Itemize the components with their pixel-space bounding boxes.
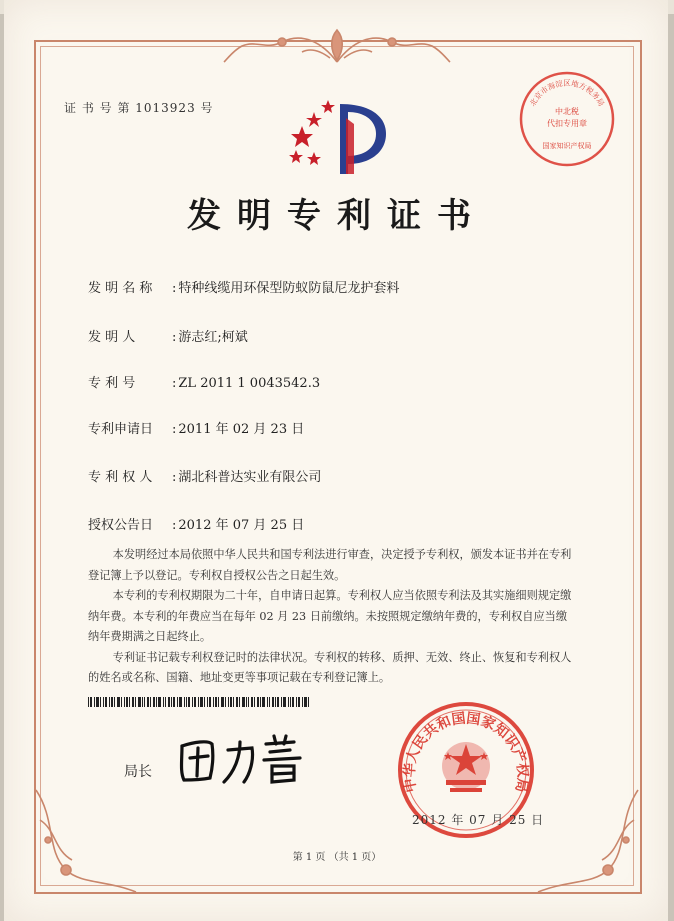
field-application-date: 专利申请日 : 2011 年 02 月 23 日 xyxy=(88,418,304,437)
certificate-number: 证 书 号 第 1013923 号 xyxy=(64,101,214,115)
field-value: 特种线缆用环保型防蚁防鼠尼龙护套料 xyxy=(178,281,400,296)
sipo-logo-icon xyxy=(284,90,394,176)
small-seal-line1: 中北税 xyxy=(555,107,579,116)
certificate-body xyxy=(88,545,578,689)
small-seal-bottom: 国家知识产权局 xyxy=(542,142,592,150)
field-label: 专 利 号 xyxy=(88,376,136,391)
field-patent-number: 专 利 号 : ZL 2011 1 0043542.3 xyxy=(88,372,320,391)
corner-ornament-bottom-left xyxy=(26,780,146,900)
small-seal-ring-text: 北京市海淀区地方税务局 xyxy=(527,78,607,108)
certificate-title: 发明专利证书 xyxy=(187,196,487,236)
field-value: ZL 2011 1 0043542.3 xyxy=(178,376,321,391)
field-value: 湖北科普达实业有限公司 xyxy=(178,470,322,485)
body-paragraph: 本发明经过本局依照中华人民共和国专利法进行审查，决定授予专利权，颁发本证书并在专利登记簿上予以登记。专利权自授权公告之日起生效。 xyxy=(88,548,572,582)
field-value: 2011 年 02 月 23 日 xyxy=(178,422,305,437)
body-paragraph: 本专利的专利权期限为二十年，自申请日起算。专利权人应当依照专利法及其实施细则规定缴纳年费。本专利的年费应当在每年 02 月 23 日前缴纳。未按照规定缴纳年费的，专利权自应当缴纳年费期满之日起终止。 xyxy=(88,589,572,643)
director-label: 局长 xyxy=(124,764,152,780)
field-label: 专 利 权 人 xyxy=(88,470,153,485)
field-inventor: 发 明 人 : 游志红;柯斌 xyxy=(88,326,248,345)
field-label: 发 明 人 xyxy=(88,330,136,345)
small-seal-line2: 代扣专用章 xyxy=(547,119,587,128)
field-label: 授权公告日 xyxy=(88,518,154,533)
director-signature xyxy=(170,728,320,788)
field-patentee: 专 利 权 人 : 湖北科普达实业有限公司 xyxy=(88,466,321,485)
field-grant-date: 授权公告日 : 2012 年 07 月 25 日 xyxy=(88,514,304,533)
page-number: 第 1 页 （共 1 页） xyxy=(292,852,382,863)
field-invention-name: 发 明 名 称 : 特种线缆用环保型防蚁防鼠尼龙护套料 xyxy=(88,277,399,296)
corner-ornament-bottom-right xyxy=(528,780,648,900)
tax-bureau-seal xyxy=(518,70,616,168)
field-value: 游志红;柯斌 xyxy=(178,330,248,345)
field-value: 2012 年 07 月 25 日 xyxy=(178,518,305,533)
seal-ring-text: 中华人民共和国国家知识产权局 xyxy=(401,710,531,794)
field-label: 专利申请日 xyxy=(88,422,154,437)
top-ornament xyxy=(222,22,452,70)
grant-date-stamp: 2012 年 07 月 25 日 xyxy=(412,813,545,827)
field-label: 发 明 名 称 xyxy=(88,281,153,296)
body-paragraph: 专利证书记载专利权登记时的法律状况。专利权的转移、质押、无效、终止、恢复和专利权人的姓名或名称、国籍、地址变更等事项记载在专利登记簿上。 xyxy=(88,650,572,684)
barcode xyxy=(88,697,312,707)
